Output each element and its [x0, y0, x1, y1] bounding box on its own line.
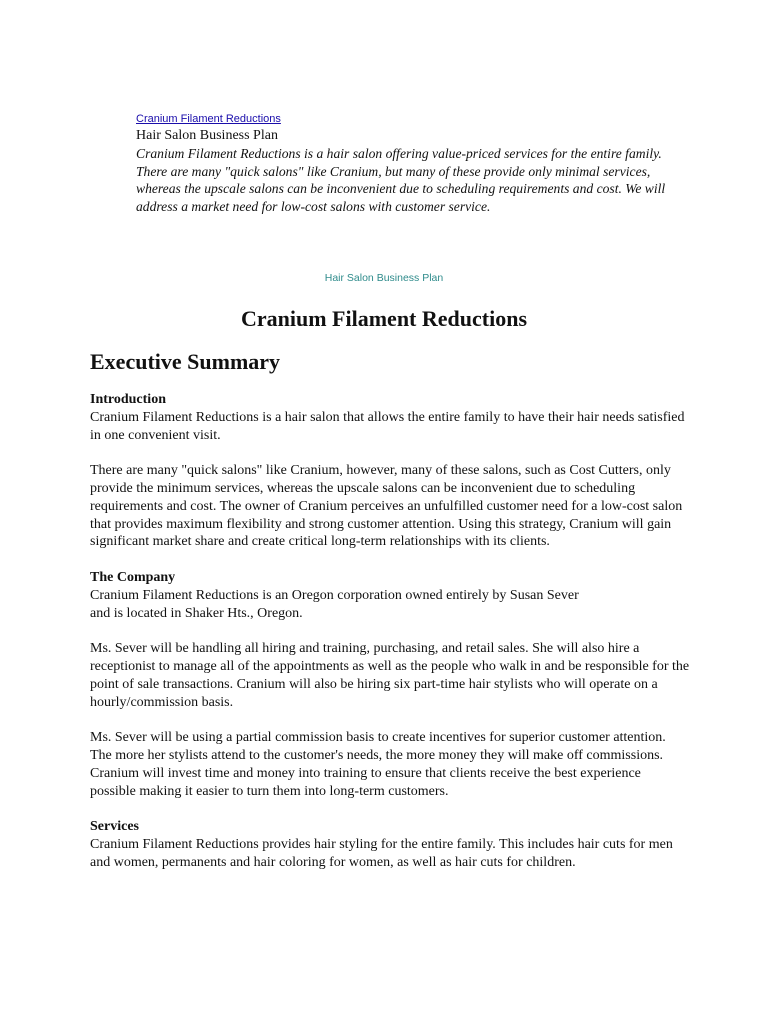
title-link[interactable]: Cranium Filament Reductions	[136, 113, 281, 125]
heading-the-company: The Company	[90, 569, 176, 585]
document-title: Cranium Filament Reductions	[241, 306, 527, 331]
services-paragraph-1: Cranium Filament Reductions provides hair styling for the entire family. This includes hair cuts for men and women, permanents and hair coloring for women, as well as hair cuts for children.	[90, 836, 673, 870]
intro-paragraph-2: There are many "quick salons" like Cranium, however, many of these salons, such as Cost Cutters, only provide the minimum services, whereas the upscale salons can be inconvenient due to scheduling requirements and cost. The owner of Cranium perceives an unfulfilled customer need for a low-cost salon that provides maximum flexibility and strong customer attention. Using this strategy, Cranium will gain significant market share and create critical long-term relationships with its clients.	[90, 463, 683, 550]
company-paragraph-1-line-2: and is located in Shaker Hts., Oregon.	[90, 605, 303, 621]
company-paragraph-2: Ms. Sever will be handling all hiring and training, purchasing, and retail sales. She will also hire a receptionist to manage all of the appointments as well as the people who walk in and be responsible for the point of sale transactions. Cranium will also be hiring six part-time hair stylists who will operate on a hourly/commission basis.	[90, 641, 690, 710]
company-paragraph-1	[90, 587, 690, 623]
summary-subtitle: Hair Salon Business Plan	[136, 128, 278, 143]
document-small-heading: Hair Salon Business Plan	[324, 272, 444, 284]
section-title-executive-summary: Executive Summary	[90, 349, 281, 374]
intro-paragraph-1: Cranium Filament Reductions is a hair salon that allows the entire family to have their hair needs satisfied in one convenient visit.	[90, 409, 685, 443]
company-paragraph-3: Ms. Sever will be using a partial commission basis to create incentives for superior customer attention. The more her stylists attend to the customer's needs, the more money they will make off commissions. Cranium will invest time and money into training to ensure that clients receive the best experience possible making it easier to turn them into long-term customers.	[90, 730, 666, 799]
document-body	[90, 348, 690, 889]
heading-services: Services	[90, 819, 139, 835]
summary-description: Cranium Filament Reductions is a hair salon offering value-priced services for the entire family. There are many "quick salons" like Cranium, but many of these provide only minimal services, whereas the upscale salons can be inconvenient due to scheduling requirements and cost. We will address a market need for low-cost salons with customer service.	[136, 146, 666, 214]
company-paragraph-1-line-1: Cranium Filament Reductions is an Oregon corporation owned entirely by Susan Sever	[90, 587, 579, 603]
summary-header	[136, 112, 696, 215]
heading-introduction: Introduction	[90, 392, 166, 407]
